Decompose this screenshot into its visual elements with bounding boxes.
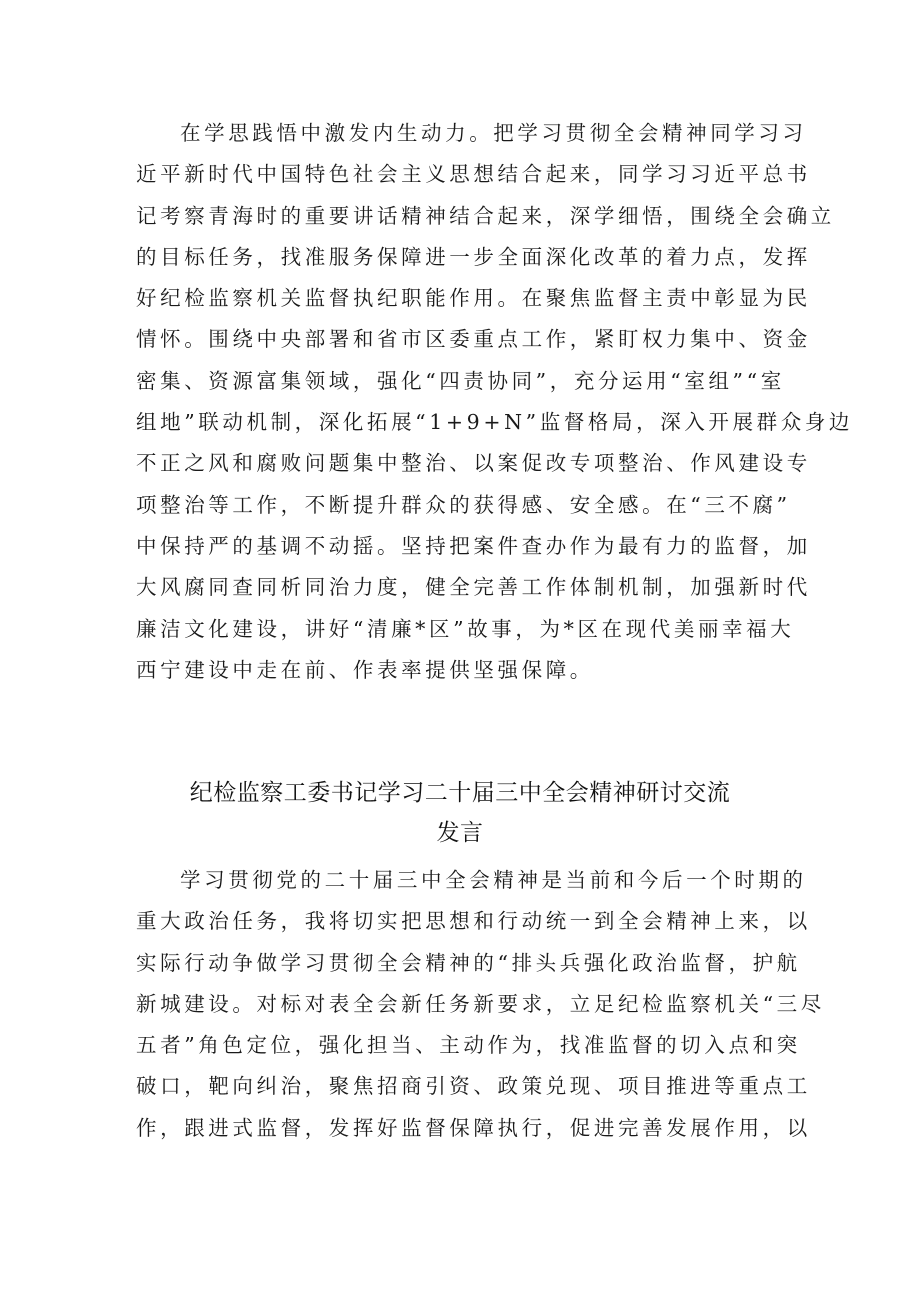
paragraph-line: 破口，靶向纠治，聚焦招商引资、政策兑现、项目推进等重点工 [136,1074,811,1099]
paragraph-line: 情怀。围绕中央部署和省市区委重点工作，紧盯权力集中、资金 [136,327,811,352]
paragraph-line: 项整治等工作，不断提升群众的获得感、安全感。在“三不腐” [136,492,791,517]
paragraph-line: 学习贯彻党的二十届三中全会精神是当前和今后一个时期的 [180,868,807,892]
heading-line-2: 发言 [436,820,484,846]
paragraph-line: 西宁建设中走在前、作表率提供坚强保障。 [136,657,594,682]
paragraph-line: 大风腐同查同析同治力度，健全完善工作体制机制，加强新时代 [136,575,811,600]
paragraph-line: 中保持严的基调不动摇。坚持把案件查办作为最有力的监督，加 [136,533,811,558]
paragraph-line: 好纪检监察机关监督执纪职能作用。在聚焦监督主责中彰显为民 [136,286,811,311]
paragraph-line: 在学思践悟中激发内生动力。把学习贯彻全会精神同学习习 [180,121,807,145]
paragraph-line: 重大政治任务，我将切实把思想和行动统一到全会精神上来，以 [136,909,811,934]
paragraph-line: 新城建设。对标对表全会新任务新要求，立足纪检监察机关“三尽 [136,991,825,1016]
paragraph-line: 廉洁文化建设，讲好“清廉*区”故事，为*区在现代美丽幸福大 [136,616,795,641]
heading-line-1: 纪检监察工委书记学习二十届三中全会精神研讨交流 [189,780,731,806]
paragraph-line: 密集、资源富集领域，强化“四责协同”，充分运用“室组”“室 [136,368,785,393]
paragraph-line: 作，跟进式监督，发挥好监督保障执行，促进完善发展作用，以 [136,1115,811,1140]
paragraph-line: 记考察青海时的重要讲话精神结合起来，深学细悟，围绕全会确立 [136,203,835,228]
section-heading [0,773,920,853]
paragraph-line: 实际行动争做学习贯彻全会精神的“排头兵强化政治监督，护航 [136,950,801,975]
body-paragraph-2 [136,860,825,1149]
paragraph-line: 五者”角色定位，强化担当、主动作为，找准监督的切入点和突 [136,1033,801,1058]
paragraph-line: 的目标任务，找准服务保障进一步全面深化改革的着力点，发挥 [136,244,811,269]
paragraph-line: 近平新时代中国特色社会主义思想结合起来，同学习习近平总书 [136,162,811,187]
body-paragraph-1 [136,113,854,691]
paragraph-line: 不正之风和腐败问题集中整治、以案促改专项整治、作风建设专 [136,451,811,476]
paragraph-line: 组地”联动机制，深化拓展“1+9+N”监督格局，深入开展群众身边 [136,410,854,435]
